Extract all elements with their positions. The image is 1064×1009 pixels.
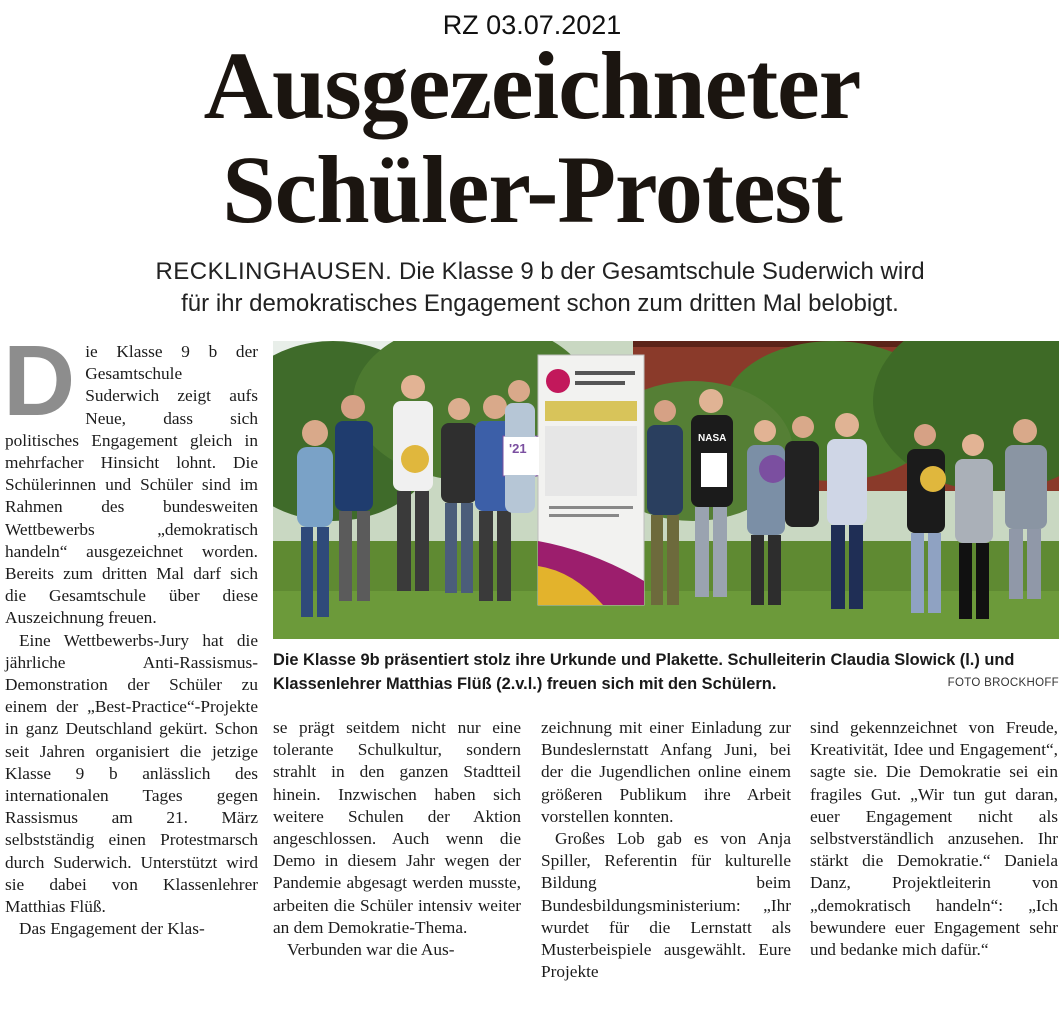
dateline-place: RECKLINGHAUSEN. [155, 258, 393, 285]
dateline: RZ 03.07.2021 [442, 10, 622, 40]
subheadline-line-2: für ihr demokratisches Engagement schon zum dritten Mal belobigt. [181, 290, 899, 317]
article-column-3 [541, 717, 791, 983]
article-photo [273, 341, 1059, 639]
headline-line-2: Schüler-Protest [222, 136, 842, 243]
drop-cap: D [3, 325, 76, 437]
photo-credit: FOTO BROCKHOFF [947, 677, 1059, 689]
paragraph-3-cont: se prägt seitdem nicht nur eine tolerante Schulkultur, sondern strahlt in den ganzen Stadtteil hinein. Inzwischen haben sich weitere Schulen der Aktion angeschlossen. Auch wenn die Demo in diesem Jahr wegen der Pandemie abgesagt werden musste, arbeiten die Schüler intensiv weiter an dem Demokratie-Thema. [273, 718, 521, 937]
paragraph-5-cont: sind gekennzeichnet von Freude, Kreativität, Idee und Engagement“, sagte sie. Die Demokratie sei ein fragiles Gut. „Wir tun gut daran, euer Engagement nicht als selbstverständlich anzusehen. Ihr stärkt die Demokratie.“ Daniela Danz, Projektleiterin von „demokratisch handeln“: „Ich bewundere euer Engagement sehr und bedanke mich dafür.“ [810, 718, 1058, 960]
photo-caption: Die Klasse 9b präsentiert stolz ihre Urkunde und Plakette. Schulleiterin Claudia Slowick (l.) und Klassenlehrer Matthias Flüß (2.v.l.) freuen sich mit den Schülern. [273, 651, 1015, 693]
article-column-1 [3, 325, 258, 940]
paragraph-3-start: Das Engagement der Klas- [19, 919, 205, 939]
article-column-2 [273, 717, 521, 961]
headline [0, 34, 1064, 242]
paragraph-4-start: Verbunden war die Aus- [287, 940, 455, 960]
paragraph-5-start: Großes Lob gab es von Anja Spiller, Referentin für kulturelle Bildung beim Bundesbildungsministerium: „Ihr wurdet für die Lernstatt als Musterbeispiele ausgewählt. Eure Projekte [541, 829, 791, 982]
shirt-text: NASA [698, 433, 727, 444]
subheadline-line-1: Die Klasse 9 b der Gesamtschule Suderwich wird [399, 258, 925, 285]
subheadline [40, 256, 1040, 320]
paragraph-1: Die Klasse 9 b der Gesamtschule Suderwich zeigt aufs Neue, dass sich politisches Engagement gleich in mehrfacher Hinsicht lohnt. Die Schülerinnen und Schüler sind im Rahmen des bundesweiten Wettbewerbs „demokratisch handeln“ ausgezeichnet worden. Bereits zum dritten Mal darf sich die Gesamtschule über diese Auszeichnung freuen. [3, 325, 258, 628]
article-column-4 [810, 717, 1058, 961]
paragraph-4-cont: zeichnung mit einer Einladung zur Bundeslernstatt Anfang Juni, bei der die Jugendlichen online einem größeren Publikum ihre Arbeit vorstellen konnten. [541, 718, 791, 826]
plaque-text: '21 [509, 441, 527, 456]
paragraph-2: Eine Wettbewerbs-Jury hat die jährliche Anti-Rassismus-Demonstration der Schüler zu einem der „Best-Practice“-Projekte in ganz Deutschland gekürt. Schon seit Jahren organisiert die jetzige Klasse 9 b anlässlich des internationalen Tages gegen Rassismus am 21. März selbstständig einen Protestmarsch durch Suderwich. Unterstützt wird sie dabei von Klassenlehrer Matthias Flüß. [5, 630, 258, 917]
headline-line-1: Ausgezeichneter [203, 32, 861, 139]
